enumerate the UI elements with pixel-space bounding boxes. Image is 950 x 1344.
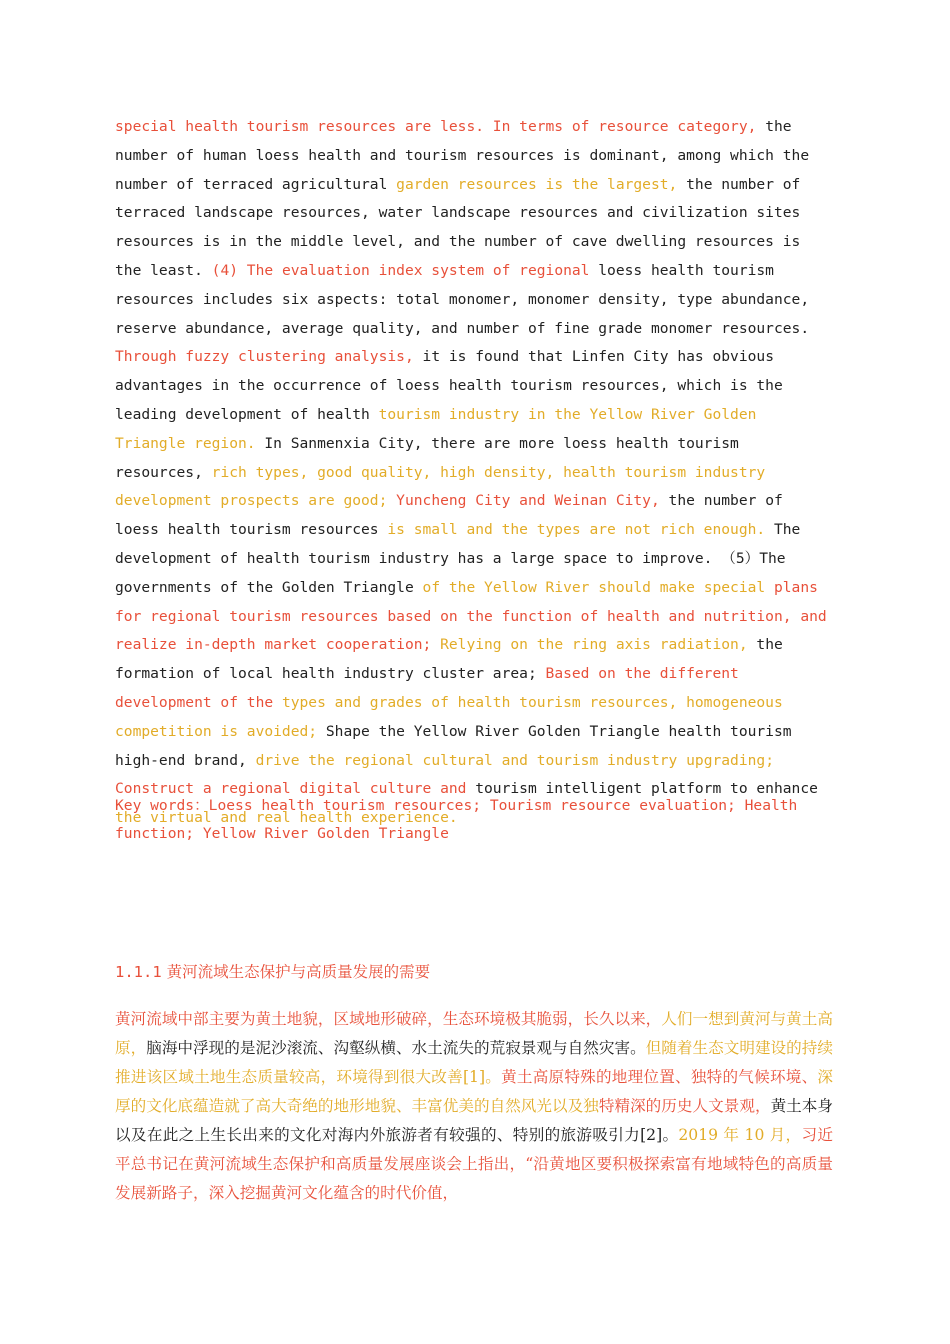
text-segment: 习近平总书记在黄河流域生态保护和高质量发展座谈会上指出，“沿黄地区要积极探索富有地域特色的高质量发展新路子，深入挖掘黄河文化蕴含的时代价值， bbox=[115, 1126, 833, 1202]
text-segment: plans for regional tourism resources based on the function of health and nutrition, and realize in-depth market cooperation; bbox=[115, 578, 827, 654]
text-segment: special health tourism resources are less. In terms of resource category, bbox=[115, 118, 766, 135]
text-segment: rich types, good quality, high density, health tourism industry development prospects are good; bbox=[115, 463, 766, 510]
text-segment: the number of terraced landscape resources, water landscape resources and civilization sites resources is in the middle level, and the number of cave dwelling resources is the least. bbox=[115, 175, 801, 279]
section-number: 1.1.1 bbox=[115, 963, 162, 981]
text-segment: 黄土高原特殊的地理位置、独特的气候环境、 bbox=[501, 1068, 818, 1086]
keywords-text: Loess health tourism resources; Tourism resource evaluation; Health function; Yellow River Golden Triangle bbox=[115, 797, 798, 842]
text-segment: loess health tourism resources includes six aspects: total monomer, monomer density, type abundance, reserve abundance, average quality, and number of fine grade monomer resources. bbox=[115, 261, 810, 337]
text-segment: 深厚的文化底蕴造就了高大奇绝的地形地貌、丰富优美的自然风光以及独 bbox=[115, 1068, 833, 1115]
text-segment: Construct a regional digital culture and bbox=[115, 780, 476, 798]
text-segment: drive the regional cultural and tourism industry upgrading; bbox=[255, 751, 774, 769]
text-segment: 特精深的历史人文景观， bbox=[598, 1097, 771, 1115]
english-abstract-paragraph bbox=[115, 113, 833, 833]
text-segment: garden resources is the largest, bbox=[396, 175, 687, 193]
keywords-label: Key words： bbox=[115, 797, 209, 814]
text-segment: 但随着生态文明建设的持续推进该区域土地生态质量较高，环境得到很大改善[1]。 bbox=[115, 1039, 833, 1086]
text-segment: (4) The evaluation index system of regional bbox=[211, 261, 599, 279]
section-title: 黄河流域生态保护与高质量发展的需要 bbox=[166, 963, 431, 981]
text-segment: tourism intelligent platform to enhance bbox=[475, 780, 818, 798]
text-segment: types and grades of health tourism resources, homogeneous competition is avoided; bbox=[115, 693, 783, 740]
text-segment: 2019 年 10 月， bbox=[678, 1126, 802, 1144]
section-heading bbox=[115, 958, 833, 986]
text-segment: Yuncheng City and Weinan City, bbox=[396, 492, 669, 510]
text-segment: it is found that Linfen City has obvious advantages in the occurrence of loess health tourism resources, which is the leading development of health bbox=[115, 348, 783, 423]
text-segment: 黄河流域中部主要为黄土地貌，区域地形破碎，生态环境极其脆弱，长久以来， bbox=[115, 1010, 662, 1028]
text-segment: the number of human loess health and tourism resources is dominant, among which the number of terraced agricultural bbox=[115, 118, 810, 193]
text-segment: is small and the types are not rich enough. bbox=[387, 521, 774, 539]
text-segment: Through fuzzy clustering analysis, bbox=[115, 348, 423, 366]
text-segment: 脑海中浮现的是泥沙滚流、沟壑纵横、水土流失的荒寂景观与自然灾害。 bbox=[146, 1039, 646, 1057]
text-segment: In Sanmenxia City, there are more loess health tourism resources, bbox=[115, 434, 739, 481]
text-segment: Shape the Yellow River Golden Triangle health tourism high-end brand, bbox=[115, 722, 792, 769]
chinese-body-paragraph bbox=[115, 1005, 833, 1208]
text-segment: of the Yellow River should make special bbox=[422, 578, 774, 596]
text-segment: Relying on the ring axis radiation, bbox=[440, 636, 757, 654]
text-segment: Based on the different development of the bbox=[115, 665, 739, 711]
text-segment: 黄土本身以及在此之上生长出来的文化对海内外旅游者有较强的、特别的旅游吸引力[2]。 bbox=[115, 1097, 833, 1144]
text-segment: The development of health tourism industry has a large space to improve. （5）The governments of the Golden Triangle bbox=[115, 521, 801, 596]
text-segment: 人们一想到黄河与黄土高原， bbox=[115, 1010, 833, 1057]
text-segment: the virtual and real health experience. bbox=[115, 809, 458, 827]
text-segment: tourism industry in the Yellow River Golden Triangle region. bbox=[115, 405, 757, 452]
keywords-line bbox=[115, 792, 833, 848]
text-segment: the formation of local health industry cluster area; bbox=[115, 636, 783, 683]
text-segment: the number of loess health tourism resources bbox=[115, 492, 783, 539]
